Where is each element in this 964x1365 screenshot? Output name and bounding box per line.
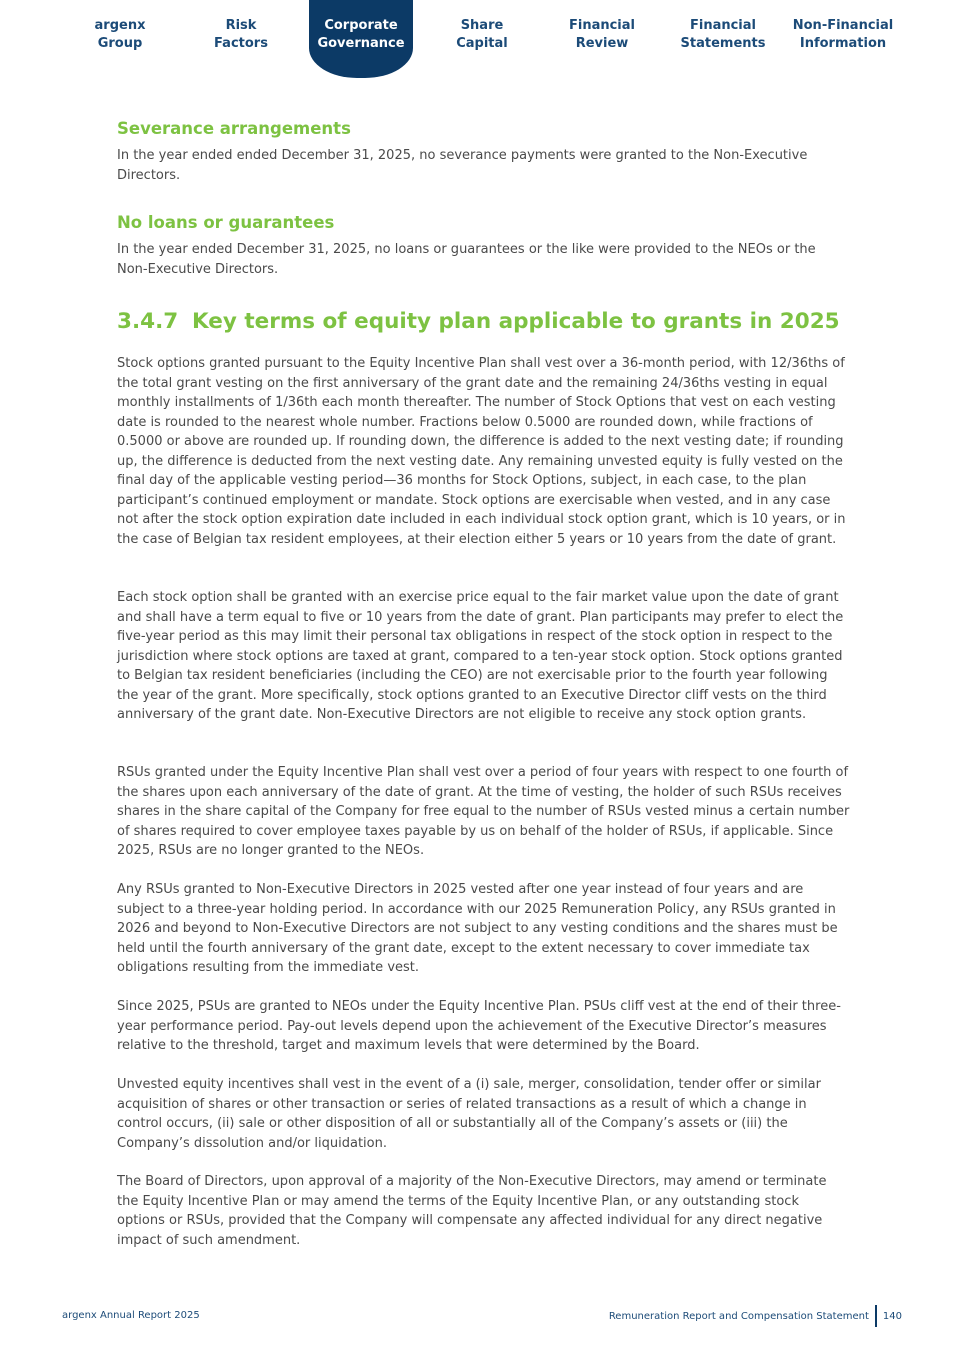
severance-text: In the year ended ended December 31, 2025, no severance payments were granted to the Non-Executive Directors. [117,148,808,183]
tab-label-line2: Governance [317,35,405,51]
tab-label-line2: Factors [214,35,268,51]
section-heading [117,309,840,334]
tab-label-line2: Statements [680,35,766,51]
paragraph-rsu-vesting: RSUs granted under the Equity Incentive Plan shall vest over a period of four years with respect to one fourth of the shares upon each anniversary of the date of grant. At the time of vesting, the holder of such RSUs receives shares in the share capital of the Company for free equal to the number of RSUs vested minus a certain number of shares required to cover employee taxes payable by us on behalf of the holder of RSUs, if applicable. Since 2025, RSUs are no longer granted to the NEOs. [117,765,850,858]
tab-financial-statements[interactable] [671,0,775,78]
tab-label-line2: Capital [456,35,508,51]
paragraph-exercise-price: Each stock option shall be granted with an exercise price equal to the fair market value upon the date of grant and shall have a term equal to five or 10 years from the date of grant. Plan participants may prefer to elect the five-year period as this may limit their personal tax obligations in respect of the stock option in respect to the jurisdiction where stock options are taxed at grant, compared to a ten-year stock option. Stock options granted to Belgian tax resident beneficiaries (including the CEO) are not exercisable prior to the fourth year following the year of the grant. More specifically, stock options granted to an Executive Director cliff vests on the third anniversary of the grant date. Non-Executive Directors are not eligible to receive any stock option grants. [117,590,844,722]
page-number: 140 [882,1310,902,1322]
tab-label-line1: argenx [94,18,146,33]
tab-non-financial-information[interactable] [791,0,895,78]
section-nav [60,0,903,80]
footer-report-title: argenx Annual Report 2025 [62,1310,200,1321]
footer-section-title: Remuneration Report and Compensation Statement [608,1310,869,1322]
tab-label-line1: Share [460,18,504,33]
tab-label-line1: Non-Financial [792,18,894,33]
tab-financial-review[interactable] [550,0,654,78]
tab-argenx-group[interactable] [68,0,172,78]
tab-label-line1: Risk [225,18,257,33]
paragraph-psu: Since 2025, PSUs are granted to NEOs under the Equity Incentive Plan. PSUs cliff vest at the end of their three-year performance period. Pay-out levels depend upon the achievement of the Executive Director’s measures relative to the threshold, target and maximum levels that were determined by the Board. [117,999,841,1053]
tab-label-line2: Group [97,35,143,51]
tab-risk-factors[interactable] [189,0,293,78]
tab-label-line1: Financial [689,18,756,33]
paragraph-rsu-non-executive: Any RSUs granted to Non-Executive Directors in 2025 vested after one year instead of four years and are subject to a three-year holding period. In accordance with our 2025 Remuneration Policy, any RSUs granted in 2026 and beyond to Non-Executive Directors are not subject to any vesting conditions and the shares must be held until the fourth anniversary of the grant date, except to the extent necessary to cover immediate tax obligations resulting from the immediate vest. [117,882,838,975]
section-title: Key terms of equity plan applicable to grants in 2025 [192,309,840,334]
tab-share-capital[interactable] [430,0,534,78]
paragraph-amendment: The Board of Directors, upon approval of a majority of the Non-Executive Directors, may amend or terminate the Equity Incentive Plan or may amend the terms of the Equity Incentive Plan, or any outstanding stock options or RSUs, provided that the Company will compensate any affected individual for any direct negative impact of such amendment. [117,1174,827,1248]
tab-label-line1: Corporate [324,18,398,33]
footer-right [609,1305,902,1327]
tab-label-line2: Review [575,35,629,51]
severance-heading: Severance arrangements [117,119,351,138]
tab-corporate-governance[interactable] [309,0,413,78]
footer-divider [875,1305,877,1327]
paragraph-change-in-control: Unvested equity incentives shall vest in the event of a (i) sale, merger, consolidation, tender offer or similar acquisition of shares or other transaction or series of related transactions as a result of which a change in control occurs, (ii) sale or other disposition of all or substantially all of the Company’s assets or (iii) the Company’s dissolution and/or liquidation. [117,1077,821,1151]
tab-label-line2: Information [799,35,887,51]
loans-heading: No loans or guarantees [117,213,335,232]
tab-label-line1: Financial [568,18,635,33]
loans-text: In the year ended December 31, 2025, no loans or guarantees or the like were provided to the NEOs or the Non-Executive Directors. [117,242,816,277]
section-number: 3.4.7 [117,309,179,334]
paragraph-stock-option-vesting: Stock options granted pursuant to the Equity Incentive Plan shall vest over a 36-month period, with 12/36ths of the total grant vesting on the first anniversary of the grant date and the remaining 24/36ths vesting in equal monthly installments of 1/36th each month thereafter. The number of Stock Options that vest on each vesting date is rounded to the nearest whole number. Fractions below 0.5000 are rounded down, while fractions of 0.5000 or above are rounded up. If rounding down, the difference is added to the next vesting date; if rounding up, the difference is deducted from the next vesting date. Any remaining unvested equity is fully vested on the final day of the applicable vesting period—36 months for Stock Options, subject, in each case, to the plan participant’s continued employment or mandate. Stock options are exercisable when vested, and in any case not after the stock option expiration date included in each individual stock option grant, which is 10 years, or in the case of Belgian tax resident employees, at their election either 5 years or 10 years from the date of grant. [117,356,846,547]
